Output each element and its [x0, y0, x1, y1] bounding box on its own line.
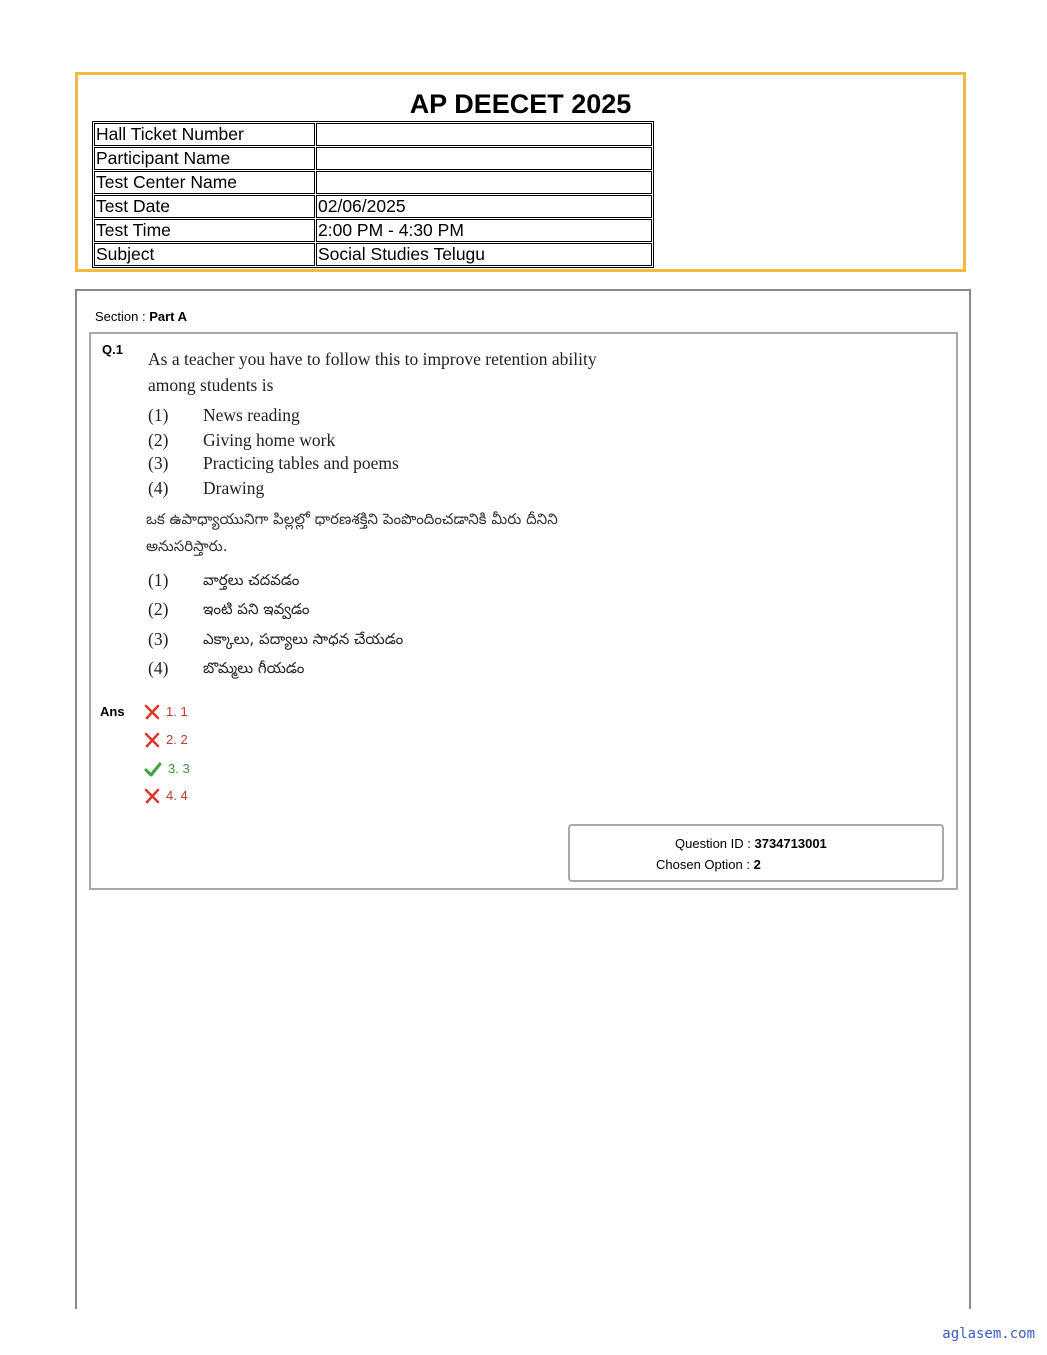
option-number: (3)	[148, 453, 169, 473]
table-row	[94, 219, 652, 242]
question-meta-box	[568, 824, 944, 882]
answer-option-2	[144, 731, 188, 749]
question-text-english: As a teacher you have to follow this to improve retention ability among students is	[148, 349, 597, 395]
test-date-value: 02/06/2025	[316, 195, 652, 218]
subject-label: Subject	[94, 243, 315, 266]
subject-value: Social Studies Telugu	[316, 243, 652, 266]
test-center-value	[316, 171, 652, 194]
question-id-row	[675, 836, 827, 851]
table-row	[94, 123, 652, 146]
chosen-option-value: 2	[753, 857, 761, 872]
table-row	[94, 195, 652, 218]
option-text: వార్తలు చదవడం	[203, 571, 300, 589]
option-number: (4)	[148, 658, 169, 678]
answer-option-text: 1. 1	[166, 704, 188, 719]
exam-title: AP DEECET 2025	[409, 89, 632, 119]
test-date-label: Test Date	[94, 195, 315, 218]
answer-option-3	[144, 760, 190, 778]
section-name: Part A	[149, 309, 188, 324]
section-prefix: Section :	[95, 309, 150, 324]
participant-name-label: Participant Name	[94, 147, 315, 170]
answer-option-text: 4. 4	[166, 788, 188, 803]
option-text: బొమ్మలు గీయడం	[203, 659, 305, 677]
option-text: ఇంటి పని ఇవ్వడం	[203, 600, 310, 618]
table-row	[94, 147, 652, 170]
chosen-option-row	[656, 857, 761, 872]
table-row	[94, 243, 652, 266]
test-time-value: 2:00 PM - 4:30 PM	[316, 219, 652, 242]
cross-icon	[144, 732, 160, 748]
option-number: (4)	[148, 478, 169, 498]
option-number: (2)	[148, 430, 169, 450]
option-text: ఎక్కాలు, పద్యాలు సాధన చేయడం	[203, 630, 404, 648]
chosen-option-label: Chosen Option :	[656, 857, 754, 872]
watermark: aglasem.com	[942, 1326, 1035, 1342]
option-number: (1)	[148, 570, 169, 590]
option-text: Giving home work	[203, 430, 336, 450]
answer-option-1	[144, 703, 188, 721]
test-time-label: Test Time	[94, 219, 315, 242]
option-number: (3)	[148, 629, 169, 649]
hall-ticket-value	[316, 123, 652, 146]
option-text: Practicing tables and poems	[203, 453, 399, 473]
cross-icon	[144, 704, 160, 720]
cross-icon	[144, 788, 160, 804]
question-number: Q.1	[102, 342, 123, 357]
option-number: (1)	[148, 405, 169, 425]
participant-name-value	[316, 147, 652, 170]
section-heading	[95, 309, 187, 324]
question-text-telugu: ఒక ఉపాధ్యాయునిగా పిల్లల్లో ధారణశక్తిని పెంపొందించడానికి మీరు దీనిని అనుసరిస్తారు.	[146, 510, 558, 555]
question-id-label: Question ID :	[675, 836, 755, 851]
answer-option-4	[144, 787, 188, 805]
check-icon	[144, 761, 162, 777]
table-row	[94, 171, 652, 194]
answer-option-text: 3. 3	[168, 761, 190, 776]
answer-option-text: 2. 2	[166, 732, 188, 747]
question-id-value: 3734713001	[754, 836, 827, 851]
candidate-info-table	[92, 121, 654, 268]
option-text: Drawing	[203, 478, 265, 498]
test-center-label: Test Center Name	[94, 171, 315, 194]
exam-header-box	[75, 72, 966, 272]
answers-label: Ans	[100, 704, 125, 719]
option-text: News reading	[203, 405, 300, 425]
option-number: (2)	[148, 599, 169, 619]
hall-ticket-label: Hall Ticket Number	[94, 123, 315, 146]
